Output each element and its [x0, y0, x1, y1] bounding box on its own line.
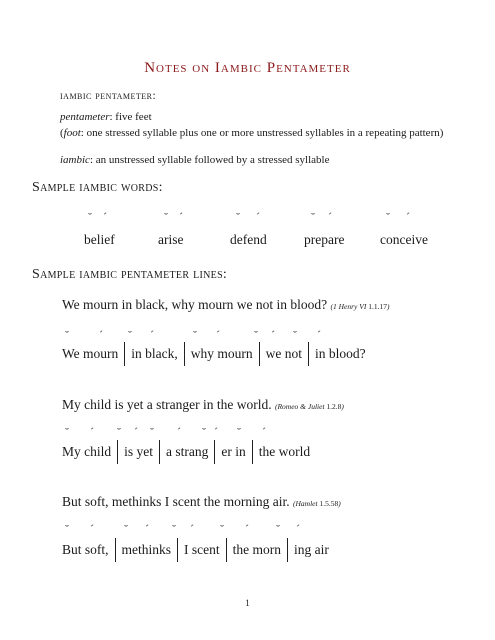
- foot: why mourn: [190, 346, 253, 362]
- unstressed-mark: ˘: [202, 425, 206, 439]
- foot-divider: [308, 342, 309, 366]
- line-2-scansion: [62, 441, 310, 465]
- citation: (1 Henry VI 1.1.17): [330, 302, 390, 311]
- foot-divider: [214, 440, 215, 464]
- citation-title: Romeo & Juliet: [277, 402, 325, 411]
- unstressed-mark: ˘: [386, 210, 390, 224]
- unstressed-mark: ˘: [65, 425, 69, 439]
- word-item: conceive: [380, 232, 428, 247]
- stressed-mark: ´: [90, 522, 94, 536]
- unstressed-mark: ˘: [254, 328, 258, 342]
- foot-divider: [115, 538, 116, 562]
- stressed-mark: ´: [190, 522, 194, 536]
- page-number: 1: [245, 598, 250, 608]
- unstressed-mark: ˘: [124, 522, 128, 536]
- foot-divider: [252, 440, 253, 464]
- sample-line-2: [62, 397, 344, 413]
- iambic-def: : an unstressed syllable followed by a stressed syllable: [89, 154, 330, 166]
- line-3-scansion: [62, 539, 329, 563]
- foot: But soft,: [62, 542, 109, 558]
- page-title: Notes on Iambic Pentameter: [144, 60, 351, 76]
- stressed-mark: ´: [90, 425, 94, 439]
- foot-divider: [226, 538, 227, 562]
- foot: I scent: [184, 542, 220, 558]
- stressed-mark: ´: [245, 522, 249, 536]
- iambic-definition: [60, 154, 329, 166]
- unstressed-mark: ˘: [237, 425, 241, 439]
- sample-lines-heading: Sample iambic pentameter lines:: [32, 267, 228, 282]
- unstressed-mark: ˘: [88, 210, 92, 224]
- unstressed-mark: ˘: [150, 425, 154, 439]
- citation: (Romeo & Juliet 1.2.8): [274, 402, 344, 411]
- sample-words-heading: Sample iambic words:: [32, 180, 163, 195]
- stressed-mark: ´: [99, 328, 103, 342]
- foot: the world: [258, 444, 311, 460]
- foot-definition: [60, 127, 443, 139]
- pentameter-def: : five feet: [109, 111, 152, 123]
- foot: in blood?: [315, 346, 366, 362]
- citation: (Hamlet 1.5.58): [292, 499, 341, 508]
- foot-divider: [177, 538, 178, 562]
- word-item: arise: [158, 232, 184, 247]
- stressed-mark: ´: [179, 210, 183, 224]
- unstressed-mark: ˘: [276, 522, 280, 536]
- word-item: defend: [230, 232, 267, 247]
- foot: we not: [265, 346, 303, 362]
- foot-divider: [259, 342, 260, 366]
- foot: methinks: [121, 542, 172, 558]
- pentameter-term: pentameter: [60, 111, 110, 123]
- foot-term: foot: [63, 127, 81, 139]
- unstressed-mark: ˘: [311, 210, 315, 224]
- foot-divider: [287, 538, 288, 562]
- foot: We mourn: [62, 346, 119, 362]
- citation-ref: 1.5.58: [319, 499, 339, 508]
- word-item: belief: [84, 232, 115, 247]
- stressed-mark: ´: [134, 425, 138, 439]
- line-1-scansion: [62, 343, 366, 367]
- unstressed-mark: ˘: [65, 328, 69, 342]
- unstressed-mark: ˘: [128, 328, 132, 342]
- unstressed-mark: ˘: [65, 522, 69, 536]
- citation-title: Hamlet: [295, 499, 318, 508]
- foot-divider: [184, 342, 185, 366]
- foot-def: : one stressed syllable plus one or more unstressed syllables in a repeating pattern): [80, 127, 444, 139]
- stressed-mark: ´: [256, 210, 260, 224]
- sample-line-1: [62, 297, 389, 313]
- line-text: My child is yet a stranger in the world.: [62, 397, 272, 412]
- word-item: prepare: [304, 232, 345, 247]
- foot: in black,: [131, 346, 178, 362]
- unstressed-mark: ˘: [193, 328, 197, 342]
- definitions-heading: iambic pentameter:: [60, 90, 157, 102]
- stressed-mark: ´: [214, 425, 218, 439]
- unstressed-mark: ˘: [164, 210, 168, 224]
- unstressed-mark: ˘: [236, 210, 240, 224]
- unstressed-mark: ˘: [220, 522, 224, 536]
- foot: the morn: [232, 542, 281, 558]
- foot: er in: [221, 444, 246, 460]
- unstressed-mark: ˘: [117, 425, 121, 439]
- unstressed-mark: ˘: [172, 522, 176, 536]
- iambic-term: iambic: [60, 154, 90, 166]
- stressed-mark: ´: [271, 328, 275, 342]
- stressed-mark: ´: [150, 328, 154, 342]
- line-text: But soft, methinks I scent the morning air.: [62, 494, 290, 509]
- stressed-mark: ´: [145, 522, 149, 536]
- stressed-mark: ´: [317, 328, 321, 342]
- paren-open: (: [60, 127, 64, 139]
- stressed-mark: ´: [177, 425, 181, 439]
- line-text: We mourn in black, why mourn we not in blood?: [62, 297, 328, 312]
- unstressed-mark: ˘: [293, 328, 297, 342]
- foot-divider: [159, 440, 160, 464]
- foot: is yet: [124, 444, 153, 460]
- stressed-mark: ´: [406, 210, 410, 224]
- stressed-mark: ´: [296, 522, 300, 536]
- citation-ref: 1.2.8: [326, 402, 342, 411]
- stressed-mark: ´: [216, 328, 220, 342]
- stressed-mark: ´: [328, 210, 332, 224]
- foot: ing air: [294, 542, 329, 558]
- stressed-mark: ´: [103, 210, 107, 224]
- foot-divider: [117, 440, 118, 464]
- foot: a strang: [166, 444, 209, 460]
- sample-line-3: [62, 494, 341, 510]
- pentameter-definition: [60, 111, 152, 123]
- citation-ref: 1.1.17: [368, 302, 387, 311]
- citation-title: 1 Henry VI: [333, 302, 367, 311]
- stressed-mark: ´: [262, 425, 266, 439]
- foot: My child: [62, 444, 112, 460]
- foot-divider: [124, 342, 125, 366]
